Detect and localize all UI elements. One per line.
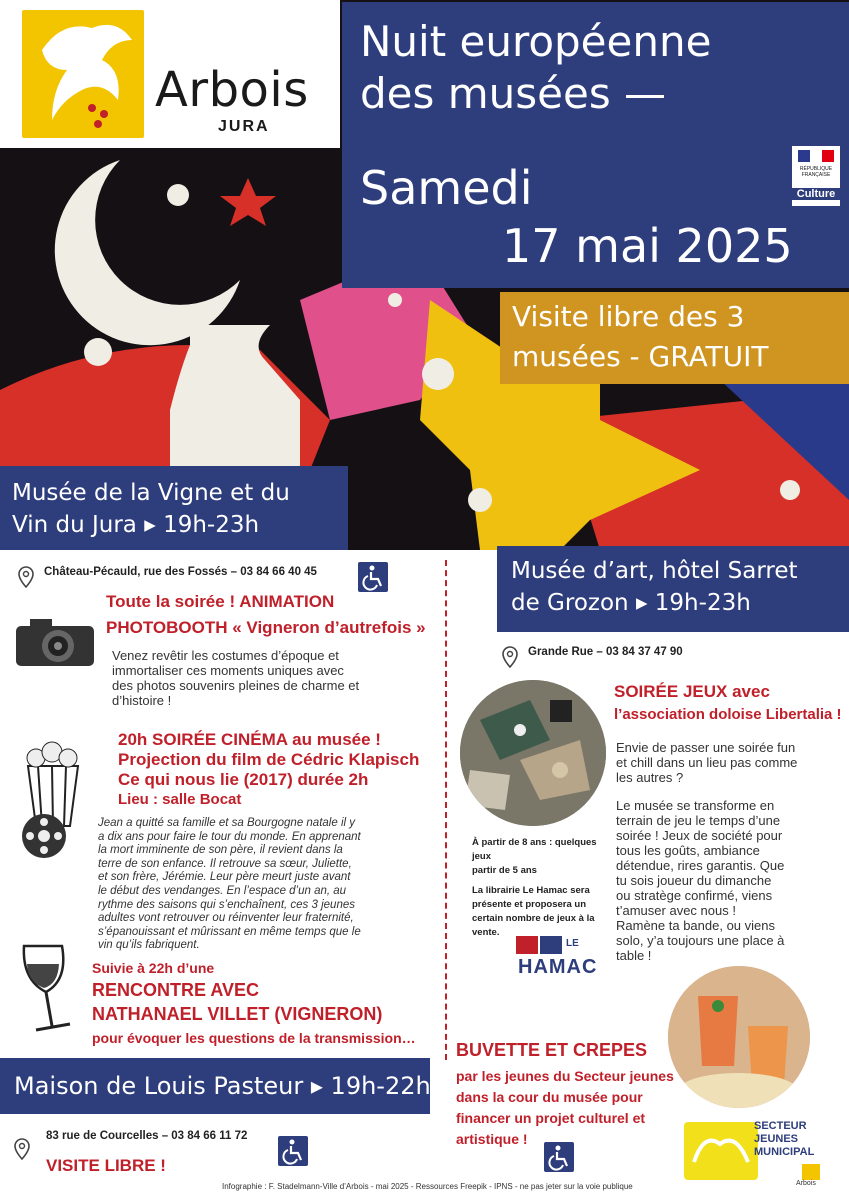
french-flag-icon: [798, 150, 834, 162]
text-line: La librairie Le Hamac sera: [472, 885, 590, 896]
film-synopsis: [98, 817, 438, 953]
text-line: présente et proposera un: [472, 899, 587, 910]
buvette-title: BUVETTE ET CREPES: [456, 1040, 648, 1060]
department-name: JURA: [218, 118, 270, 135]
text-line: des photos souvenirs pleines de charme et: [112, 678, 360, 693]
location-pin-icon: [18, 566, 34, 588]
text-line: Jean a quitté sa famille et sa Bourgogne natale il y: [98, 817, 355, 829]
le-hamac-logo: [516, 936, 596, 978]
text-line: la mort imminente de son père, il revient dans la: [98, 844, 343, 857]
museum1-name-line2: Vin du Jura ▸ 19h-23h: [12, 512, 260, 538]
board-game-photo: [460, 680, 606, 826]
museum2-banner: [497, 546, 849, 632]
museum1-banner: [0, 466, 348, 550]
text-line: le début des vendanges. En l’espace d’un an, au: [98, 884, 347, 897]
cinema-title2: Projection du film de Cédric Klapisch: [118, 750, 420, 769]
text-line: Envie de passer une soirée fun: [616, 740, 796, 755]
column-divider: [445, 560, 447, 1060]
museum3-visit: VISITE LIBRE !: [46, 1156, 166, 1175]
museum2-address: Grande Rue – 03 84 37 47 90: [528, 646, 683, 658]
hamac-book-icon: [540, 936, 562, 954]
text-line: Le musée se transforme en: [616, 798, 775, 813]
text-line: immortaliser ces moments uniques avec: [112, 663, 344, 678]
text-line: dans la cour du musée pour: [456, 1089, 643, 1105]
event-day: Samedi: [360, 161, 533, 215]
text-line: tous les goûts, ambiance: [616, 843, 760, 858]
museum1-name-line1: Musée de la Vigne et du: [12, 480, 290, 506]
culture-label: Culture: [792, 188, 840, 200]
event-title-panel: [342, 2, 849, 288]
museum3-banner: [0, 1058, 430, 1114]
games-description: [616, 798, 846, 963]
free-visit-line2: musées - GRATUIT: [512, 340, 769, 373]
location-pin-icon: [502, 646, 518, 668]
text-line: artistique !: [456, 1131, 528, 1147]
museum2-name-line1: Musée d’art, hôtel Sarret: [511, 558, 798, 584]
meeting-line2: RENCONTRE AVEC: [92, 980, 260, 1000]
wine-glass-icon: [18, 940, 80, 1036]
text-line: ou stratège confirmé, viens: [616, 888, 773, 903]
hands-emblem-icon: [684, 1122, 758, 1180]
text-line: À partir de 8 ans : quelques jeux: [472, 837, 597, 862]
wheelchair-access-icon: [278, 1136, 308, 1166]
text-line: a dix ans pour faire le tour du monde. En apprenant: [98, 830, 361, 843]
text-line: solo, y’a toujours une place à: [616, 933, 785, 948]
text-line: soirée ! Jeux de société pour: [616, 828, 783, 843]
text-line: par les jeunes du Secteur jeunes: [456, 1068, 674, 1084]
text-line: les autres ?: [616, 770, 684, 785]
event-date: 17 mai 2025: [502, 219, 793, 273]
games-title2: l’association doloise Libertalia !: [614, 706, 842, 723]
text-line: tu sois joueur du dimanche: [616, 873, 772, 888]
town-name: Arbois: [155, 62, 309, 118]
meeting-line4: pour évoquer les questions de la transmission…: [92, 1030, 416, 1046]
ministry-culture-logo: [792, 146, 840, 206]
arbois-mini-emblem-icon: [802, 1164, 820, 1180]
bookshop-note: [472, 884, 612, 940]
text-line: financer un projet culturel et: [456, 1110, 646, 1126]
hamac-book-icon: [516, 936, 538, 954]
text-line: SECTEUR: [754, 1120, 807, 1132]
text-line: s’épanouissant et mûrissant en même temps que le: [98, 925, 361, 938]
text-line: terrain de jeu le temps d’une: [616, 813, 781, 828]
location-pin-icon: [14, 1138, 30, 1160]
secteur-label: [754, 1120, 814, 1159]
free-visit-banner: [500, 292, 849, 384]
age-note: [472, 836, 612, 878]
photobooth-description: [112, 648, 432, 708]
text-line: détendue, rires garantis. Que: [616, 858, 785, 873]
text-line: terre de son enfance. Il retrouve sa sœur, Juliette,: [98, 857, 352, 870]
drinks-crepes-photo: [668, 966, 810, 1108]
text-line: table !: [616, 948, 652, 963]
free-visit-line1: Visite libre des 3: [512, 300, 745, 333]
footer-credits: Infographie : F. Stadelmann-Ville d’Arbois - mai 2025 - Ressources Freepik - IPNS - ne pas jeter sur la voie publique: [222, 1182, 633, 1191]
games-title1: SOIRÉE JEUX avec: [614, 682, 770, 701]
games-intro: [616, 740, 846, 785]
arbois-emblem-icon: [22, 10, 144, 138]
arbois-logo: [0, 0, 340, 148]
meeting-line1: Suivie à 22h d’une: [92, 960, 215, 976]
camera-icon: [12, 614, 98, 670]
hamac-small-label: LE: [566, 938, 579, 949]
text-line: et son frère, Jérémie. Leur père meurt juste avant: [98, 871, 351, 884]
museum1-address: Château-Pécauld, rue des Fossés – 03 84 66 40 45: [44, 566, 317, 578]
text-line: t’amuser avec nous !: [616, 903, 736, 918]
text-line: partir de 5 ans: [472, 865, 537, 876]
text-line: d’histoire !: [112, 693, 172, 708]
republic-label: RÉPUBLIQUE FRANÇAISE: [799, 166, 833, 178]
wheelchair-access-icon: [544, 1142, 574, 1172]
text-line: rythme des saisons qui s’enchaînent, ces 3 jeunes: [98, 898, 355, 911]
secteur-jeunes-logo: [684, 1118, 826, 1190]
hamac-label: HAMAC: [518, 956, 598, 978]
wheelchair-access-icon: [358, 562, 388, 592]
museum2-name-line2: de Grozon ▸ 19h-23h: [511, 590, 751, 616]
text-line: vente.: [472, 927, 500, 938]
museum3-name: Maison de Louis Pasteur ▸ 19h-22h: [14, 1072, 431, 1100]
meeting-line3: NATHANAEL VILLET (VIGNERON): [92, 1004, 383, 1024]
cinema-title1: 20h SOIRÉE CINÉMA au musée !: [118, 730, 381, 749]
event-title-line1: Nuit européenne: [360, 17, 712, 66]
text-line: Ramène ta bande, ou viens: [616, 918, 775, 933]
photobooth-title1: Toute la soirée ! ANIMATION: [106, 592, 335, 611]
buvette-description: [456, 1066, 676, 1150]
photobooth-title2: PHOTOBOOTH « Vigneron d’autrefois »: [106, 618, 426, 637]
text-line: certain nombre de jeux à la: [472, 913, 595, 924]
text-line: Venez revêtir les costumes d’époque et: [112, 648, 339, 663]
popcorn-film-icon: [14, 736, 92, 862]
event-title-line2: des musées —: [360, 69, 667, 118]
text-line: MUNICIPAL: [754, 1146, 815, 1158]
museum3-address: 83 rue de Courcelles – 03 84 66 11 72: [46, 1130, 248, 1142]
text-line: et chill dans un lieu pas comme: [616, 755, 798, 770]
cinema-title4: Lieu : salle Bocat: [118, 791, 242, 808]
text-line: adultes vont retrouver ou réinventer leur fraternité,: [98, 912, 354, 925]
cinema-title3: Ce qui nous lie (2017) durée 2h: [118, 770, 369, 789]
text-line: vin qu’ils fabriquent.: [98, 939, 200, 952]
text-line: JEUNES: [754, 1133, 799, 1145]
secteur-town: Arbois: [796, 1180, 816, 1187]
